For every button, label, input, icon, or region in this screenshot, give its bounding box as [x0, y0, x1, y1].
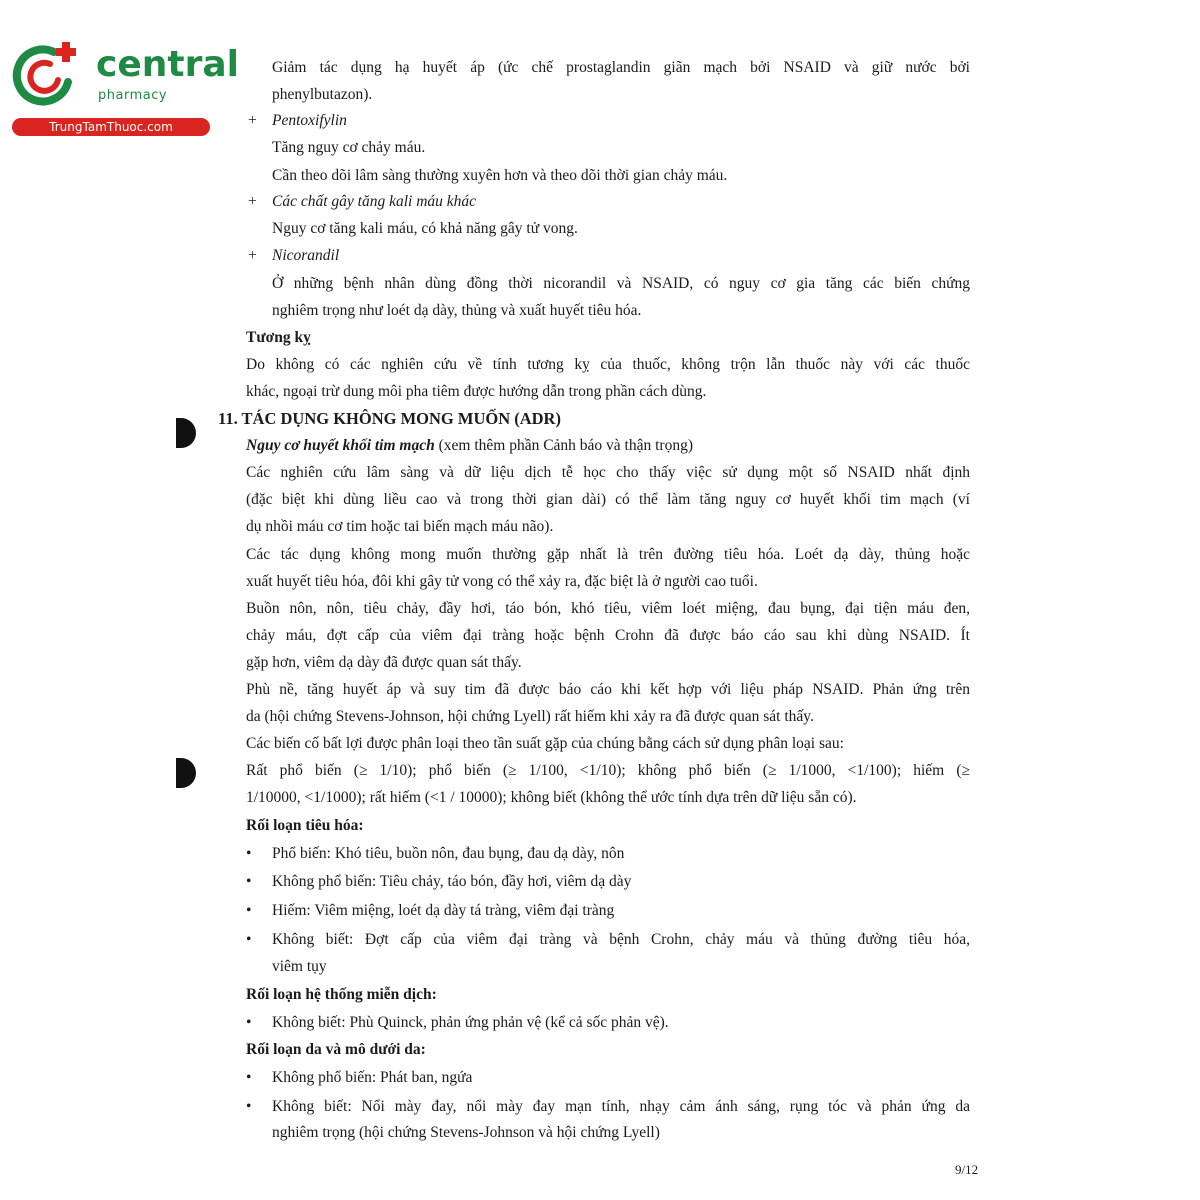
list-item: Không biết: Phù Quinck, phản ứng phản vệ (kể cả sốc phản vệ). [272, 1014, 669, 1031]
list-item: Không phổ biến: Tiêu chảy, táo bón, đầy hơi, viêm dạ dày [272, 873, 632, 890]
text-line: 1/10000, <1/1000); rất hiếm (<1 / 10000); không biết (không thể ước tính dựa trên dữ liệu sẵn có). [246, 789, 857, 806]
list-item: Phổ biến: Khó tiêu, buồn nôn, đau bụng, đau dạ dày, nôn [272, 845, 625, 862]
text-line: xuất huyết tiêu hóa, đôi khi gây tử vong có thể xảy ra, đặc biệt là ở người cao tuổi. [246, 573, 758, 590]
text-line: phenylbutazon). [272, 86, 373, 103]
heading-immune-disorders: Rối loạn hệ thống miễn dịch: [246, 986, 437, 1003]
list-item: Không biết: Đợt cấp của viêm đại tràng và bệnh Crohn, chảy máu và thủng đường tiêu hóa, [272, 931, 970, 948]
subheading-pentoxifylin: Pentoxifylin [272, 112, 347, 129]
subheading-nicorandil: Nicorandil [272, 247, 340, 264]
text-line: Các biến cố bất lợi được phân loại theo tần suất gặp của chúng bằng cách sử dụng phân loại sau: [246, 735, 844, 752]
cross-reference-text: (xem thêm phần Cảnh báo và thận trọng) [434, 437, 693, 454]
brand-name: central [96, 44, 239, 85]
brand-url[interactable]: TrungTamThuoc.com [12, 118, 210, 136]
bullet: • [246, 1069, 252, 1086]
text-line: nghiêm trọng như loét dạ dày, thủng và xuất huyết tiêu hóa. [272, 302, 642, 319]
bullet: • [246, 902, 252, 919]
text-line: khác, ngoại trừ dung môi pha tiêm được hướng dẫn trong phần cách dùng. [246, 383, 707, 400]
bullet: • [246, 1014, 252, 1031]
brand-subtitle: pharmacy [98, 88, 168, 103]
pharmacy-logo-icon [10, 38, 82, 110]
punch-hole-top [176, 418, 196, 448]
bullet: • [246, 873, 252, 890]
text-line: da (hội chứng Stevens-Johnson, hội chứng Lyell) rất hiếm khi xảy ra đã được quan sát thấy. [246, 708, 814, 725]
subheading-kali: Các chất gây tăng kali máu khác [272, 193, 477, 210]
bullet: • [246, 931, 252, 948]
heading-tuong-ky: Tương kỵ [246, 329, 311, 346]
text-line [246, 436, 693, 456]
text-line: Do không có các nghiên cứu về tính tương kỵ của thuốc, không trộn lẫn thuốc này với các thuốc [246, 356, 970, 373]
text-line: Phù nề, tăng huyết áp và suy tim đã được báo cáo khi kết hợp với liệu pháp NSAID. Phản ứng trên [246, 681, 970, 698]
text-line: Ở những bệnh nhân dùng đồng thời nicorandil và NSAID, có nguy cơ gia tăng các biến chứng [272, 275, 970, 292]
text-line: Cần theo dõi lâm sàng thường xuyên hơn và theo dõi thời gian chảy máu. [272, 167, 728, 184]
plus-marker: + [248, 247, 257, 264]
text-line: (đặc biệt khi dùng liều cao và trong thời gian dài) có thể làm tăng nguy cơ huyết khối tim mạch (ví [246, 491, 970, 508]
text-line: Rất phổ biến (≥ 1/10); phổ biến (≥ 1/100, <1/10); không phổ biến (≥ 1/1000, <1/100); hiếm (≥ [246, 762, 970, 779]
text-line: Nguy cơ tăng kali máu, có khả năng gây tử vong. [272, 220, 578, 237]
list-item: Không biết: Nổi mày đay, nổi mày đay mạn tính, nhạy cảm ánh sáng, rụng tóc và phản ứng da [272, 1098, 970, 1115]
list-item-continuation: nghiêm trọng (hội chứng Stevens-Johnson và hội chứng Lyell) [272, 1124, 660, 1141]
text-line: chảy máu, đợt cấp của viêm đại tràng hoặc bệnh Crohn đã được báo cáo sau khi dùng NSAID. Ít [246, 627, 970, 644]
section-heading-adr: 11. TÁC DỤNG KHÔNG MONG MUỐN (ADR) [218, 409, 561, 428]
list-item: Không phổ biến: Phát ban, ngứa [272, 1069, 473, 1086]
text-line: Các tác dụng không mong muốn thường gặp nhất là trên đường tiêu hóa. Loét dạ dày, thủng hoặc [246, 546, 970, 563]
bullet: • [246, 845, 252, 862]
text-line: gặp hơn, viêm dạ dày đã được quan sát thấy. [246, 654, 522, 671]
list-item-continuation: viêm tụy [272, 958, 327, 975]
plus-marker: + [248, 193, 257, 210]
heading-skin-disorders: Rối loạn da và mô dưới da: [246, 1041, 426, 1058]
bullet: • [246, 1098, 252, 1115]
page-number: 9/12 [955, 1162, 979, 1177]
text-line: Giảm tác dụng hạ huyết áp (ức chế prostaglandin giãn mạch bởi NSAID và giữ nước bởi [272, 59, 970, 76]
text-line: Tăng nguy cơ chảy máu. [272, 139, 426, 156]
subheading-cardio-risk: Nguy cơ huyết khối tim mạch [246, 437, 435, 454]
heading-gi-disorders: Rối loạn tiêu hóa: [246, 817, 364, 834]
central-pharmacy-logo[interactable] [10, 38, 239, 138]
text-line: Các nghiên cứu lâm sàng và dữ liệu dịch tễ học cho thấy việc sử dụng một số NSAID nhất định [246, 464, 970, 481]
text-line: Buồn nôn, nôn, tiêu chảy, đầy hơi, táo bón, khó tiêu, viêm loét miệng, đau bụng, đại tiện máu đen, [246, 600, 970, 617]
list-item: Hiếm: Viêm miệng, loét dạ dày tá tràng, viêm đại tràng [272, 902, 615, 919]
plus-marker: + [248, 112, 257, 129]
text-line: dụ nhồi máu cơ tim hoặc tai biến mạch máu não). [246, 518, 554, 535]
punch-hole-bottom [176, 758, 196, 788]
